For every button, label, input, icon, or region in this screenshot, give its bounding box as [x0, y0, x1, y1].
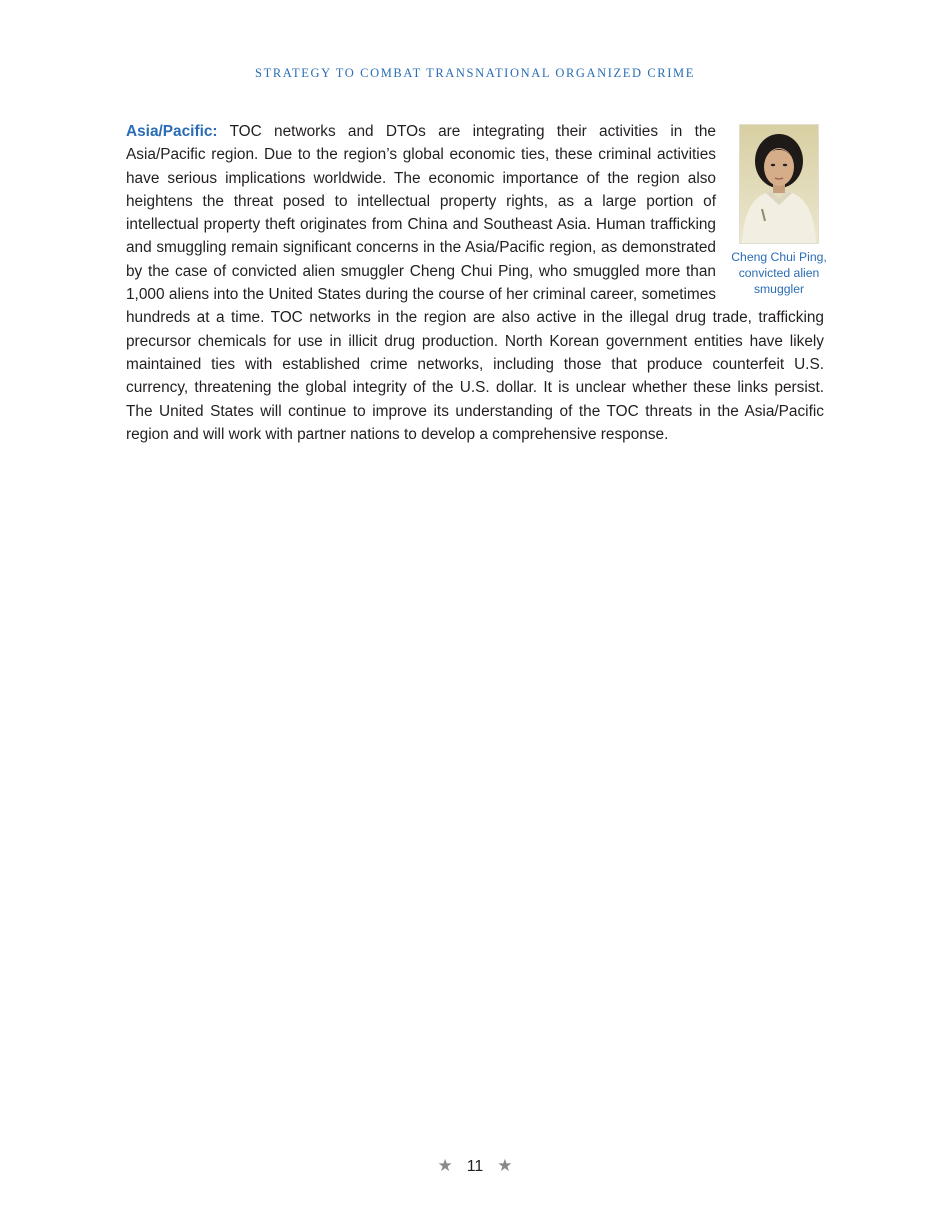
section-heading: Asia/Pacific:: [126, 123, 218, 140]
star-icon: ★: [437, 1156, 453, 1175]
star-icon: ★: [497, 1156, 513, 1175]
section-body: [126, 120, 827, 446]
portrait-figure: [730, 124, 828, 297]
running-header: STRATEGY TO COMBAT TRANSNATIONAL ORGANIZED CRIME: [255, 66, 695, 80]
page-footer: [0, 1156, 950, 1176]
page-number: 11: [466, 1158, 484, 1175]
portrait-photo: [739, 124, 819, 244]
portrait-caption: Cheng Chui Ping, convicted alien smuggler: [731, 250, 827, 296]
section-paragraph: TOC networks and DTOs are integrating their activities in the Asia/Pacific region. Due to the region’s global economic ties, these criminal activities have serious implications worldwide. The economic importance of the region also heightens the threat posed to intellectual property rights, as a large portion of intellectual property theft originates from China and Southeast Asia. Human trafficking and smuggling remain significant concerns in the Asia/Pacific region, as demonstrated by the case of convicted alien smuggler Cheng Chui Ping, who smuggled more than 1,000 aliens into the United States during the course of her criminal career, sometimes hundreds at a time. TOC networks in the region are also active in the illegal drug trade, trafficking precursor chemicals for use in illicit drug production. North Korean government entities have likely maintained ties with established crime networks, including those that produce counterfeit U.S. currency, threatening the global integrity of the U.S. dollar. It is unclear whether these links persist. The United States will continue to improve its understanding of the TOC threats in the Asia/Pacific region and will work with partner nations to develop a comprehensive response.: [126, 123, 824, 443]
